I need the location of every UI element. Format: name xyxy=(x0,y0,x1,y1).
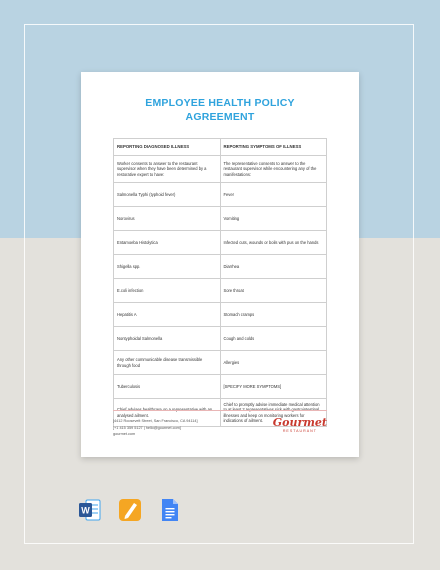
table-row xyxy=(114,375,327,399)
table-cell: Hepatitis A xyxy=(114,303,221,327)
column-header: REPORTING DIAGNOSED ILLNESS xyxy=(114,139,221,156)
table-header-row xyxy=(114,139,327,156)
footer-contact xyxy=(113,418,198,438)
table-row xyxy=(114,327,327,351)
table-cell: Cough and colds xyxy=(220,327,327,351)
table-cell: Sore throat xyxy=(220,279,327,303)
table-cell: Fever xyxy=(220,183,327,207)
google-docs-icon[interactable] xyxy=(159,498,181,522)
table-row xyxy=(114,207,327,231)
table-cell: Vomiting xyxy=(220,207,327,231)
table-row xyxy=(114,231,327,255)
table-row xyxy=(114,255,327,279)
table-cell: Worker consents to answer to the restaurant supervisor when they have been determined by a restorative expert to have: xyxy=(114,156,221,183)
table-cell: Stomach cramps xyxy=(220,303,327,327)
table-cell: Norovirus xyxy=(114,207,221,231)
app-icons-row xyxy=(0,498,440,522)
table-cell: Salmonella Typhi (typhoid fever) xyxy=(114,183,221,207)
table-row xyxy=(114,351,327,375)
table-row xyxy=(114,303,327,327)
table-cell: The representative consents to answer to the restaurant supervisor while encountering any of the manifestations: xyxy=(220,156,327,183)
table-cell: Tuberculosis xyxy=(114,375,221,399)
table-cell: analysed ailment. xyxy=(114,399,221,427)
table-cell: Diarrhea xyxy=(220,255,327,279)
table-cell: E.coli infection xyxy=(114,279,221,303)
policy-table xyxy=(113,138,327,427)
table-cell: Allergies xyxy=(220,351,327,375)
table-cell: Shigella spp. xyxy=(114,255,221,279)
table-cell: Chief to promptly advise immediate medical attention illnesses and keep on monitoring workers for indications of ailment. xyxy=(220,399,327,427)
footer-website: gourmet.com xyxy=(113,432,136,436)
document-title xyxy=(81,96,359,124)
footer-divider xyxy=(113,410,327,411)
word-icon[interactable] xyxy=(79,498,101,522)
table-cell: [SPECIFY MORE SYMPTOMS] xyxy=(220,375,327,399)
logo-name: Gourmet xyxy=(272,416,327,429)
table-cell: Infected cuts, wounds or boils with pus on the hands xyxy=(220,231,327,255)
table-row xyxy=(114,279,327,303)
title-line-1: EMPLOYEE HEALTH POLICY xyxy=(145,97,295,109)
table-row xyxy=(114,156,327,183)
table-cell: Any other communicable disease transmissible through food xyxy=(114,351,221,375)
table-cell: Entamoeba Histolytica xyxy=(114,231,221,255)
column-header: REPORTING SYMPTOMS OF ILLNESS xyxy=(220,139,327,156)
table-row xyxy=(114,183,327,207)
document-page xyxy=(81,72,359,457)
footer-address: [4412 Roosevelt Street, San Francisco, CA 94114] xyxy=(113,419,198,423)
pages-icon[interactable] xyxy=(119,498,141,522)
svg-text:W: W xyxy=(81,505,90,516)
gourmet-logo xyxy=(273,417,327,434)
logo-tagline: RESTAURANT xyxy=(282,429,317,433)
table-cell: Nontyphoidal Salmonella xyxy=(114,327,221,351)
footer-phone: [+1 415 359 5127 | hello@gourmet.com] xyxy=(113,425,181,430)
title-line-2: AGREEMENT xyxy=(185,111,255,123)
